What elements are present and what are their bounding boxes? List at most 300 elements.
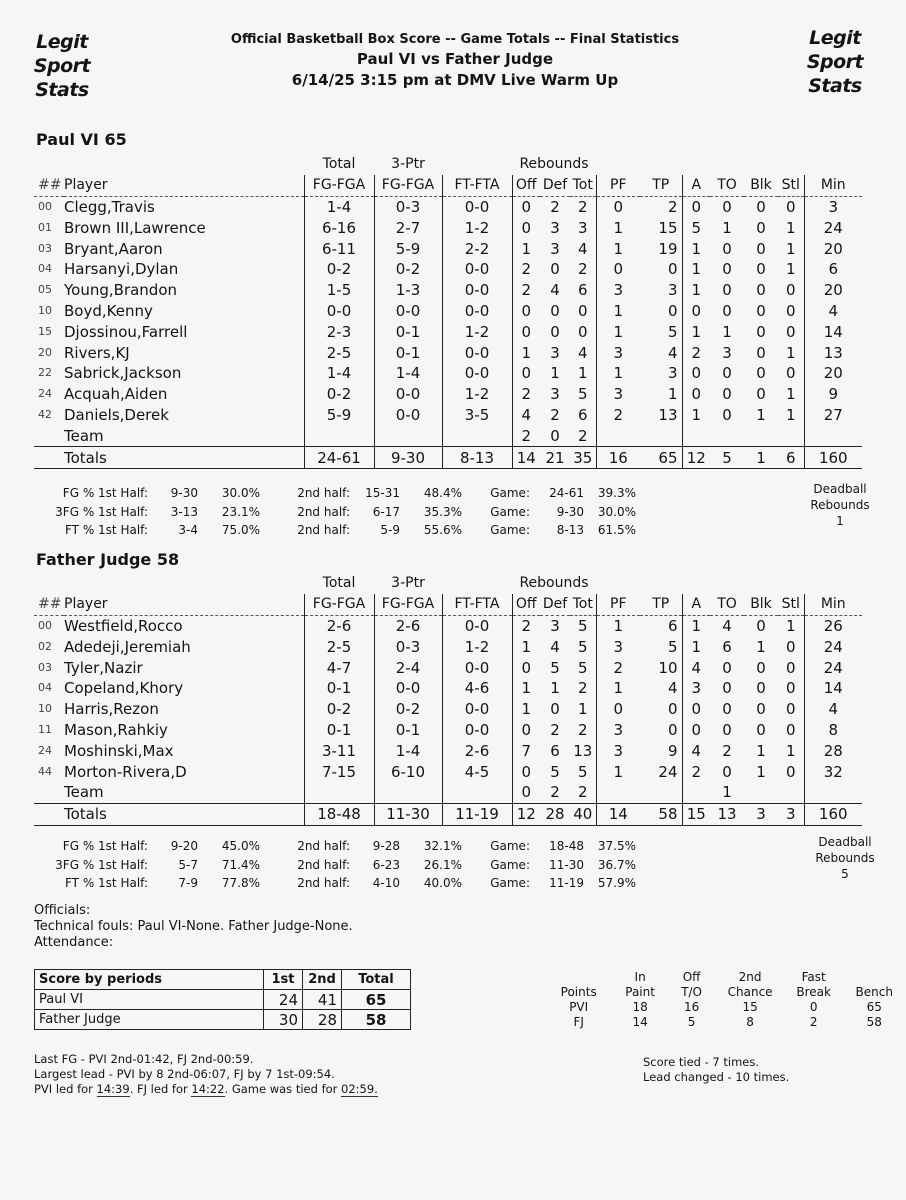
stat-fg: 1-4 xyxy=(304,196,374,217)
header-group-total: Total xyxy=(322,156,356,173)
stat-fg: 4-7 xyxy=(304,657,374,678)
stat-tot: 4 xyxy=(577,343,588,362)
header-spacer xyxy=(34,573,64,594)
shooting-pct-h2p: 32.1% xyxy=(423,839,462,854)
shooting-pct-label: FG % 1st Half: xyxy=(62,486,148,501)
header-group-3ptr: 3-Ptr xyxy=(391,156,425,173)
stat-def: 3 xyxy=(550,385,560,404)
stat-min: 27 xyxy=(804,405,862,426)
sbp-team: Paul VI xyxy=(35,990,264,1010)
stat-min xyxy=(804,425,862,446)
stat-off: 2 xyxy=(512,259,540,280)
stat-pf: 0 xyxy=(596,196,640,217)
player-number: 02 xyxy=(38,639,52,653)
stat-ft: 1-2 xyxy=(442,321,512,342)
deadball-label: Rebounds xyxy=(810,498,870,512)
stat-pf: 0 xyxy=(596,259,640,280)
stat-tp3: 5-9 xyxy=(374,238,442,259)
stat-to: 0 xyxy=(722,658,732,677)
stat-tp: 0 xyxy=(667,260,678,279)
header-spacer xyxy=(744,573,778,594)
shooting-pct-h1p: 71.4% xyxy=(221,857,260,872)
stat-stl: 0 xyxy=(785,637,796,656)
player-row xyxy=(34,615,862,636)
stat-min xyxy=(804,782,862,803)
player-name: Bryant,Aaron xyxy=(64,239,163,258)
stat-tp3: 0-2 xyxy=(374,699,442,720)
logo-word: Legit xyxy=(809,27,861,49)
stat-a: 1 xyxy=(682,636,710,657)
stat-a: 1 xyxy=(682,615,710,636)
stat-blk: 0 xyxy=(756,239,766,258)
totals-def: 21 xyxy=(540,447,570,469)
stat-ft: 2-6 xyxy=(442,740,512,761)
logo-word: Stats xyxy=(35,79,89,101)
time-led-text: PVI led for xyxy=(34,1082,97,1096)
stat-fg: 0-0 xyxy=(304,301,374,322)
totals-label: Totals xyxy=(64,447,304,469)
shooting-pct-h2: 5-9 xyxy=(380,523,400,538)
stat-off: 1 xyxy=(512,238,540,259)
stat-off: 0 xyxy=(512,196,540,217)
stat-def: 1 xyxy=(550,364,560,383)
player-number: 42 xyxy=(38,407,52,421)
column-header-tp3: FG-FGA xyxy=(374,594,442,615)
player-name: Acquah,Aiden xyxy=(64,385,168,404)
points-header: Fast xyxy=(801,970,826,984)
shooting-pct-gp: 36.7% xyxy=(597,857,636,872)
column-header-pf: PF xyxy=(596,175,640,196)
stat-to: 1 xyxy=(722,322,732,341)
totals-blk: 1 xyxy=(744,447,778,469)
score-tied-line: Score tied - 7 times. xyxy=(643,1055,760,1069)
stat-fg: 0-2 xyxy=(304,384,374,405)
column-header-fg: FG-FGA xyxy=(304,594,374,615)
stat-to: 2 xyxy=(722,741,732,760)
player-row xyxy=(34,699,862,720)
stat-stl xyxy=(778,782,804,803)
stat-a: 2 xyxy=(682,342,710,363)
stat-tp3 xyxy=(374,425,442,446)
player-row xyxy=(34,217,862,238)
totals-a: 12 xyxy=(682,447,710,469)
stat-fg: 1-5 xyxy=(304,280,374,301)
stat-blk: 0 xyxy=(756,720,766,739)
stat-fg: 1-4 xyxy=(304,363,374,384)
shooting-pct-h2: 4-10 xyxy=(372,876,400,891)
points-header: Off xyxy=(682,970,701,984)
stat-stl: 1 xyxy=(785,405,796,424)
column-header-off: Off xyxy=(512,594,540,615)
stat-tp: 4 xyxy=(667,679,678,698)
stat-min: 24 xyxy=(804,657,862,678)
shooting-pct-gl: Game: xyxy=(490,523,530,538)
header-spacer xyxy=(34,154,64,175)
shooting-pct-h2l: 2nd half: xyxy=(297,839,350,854)
stat-off: 0 xyxy=(512,761,540,782)
player-name: Tyler,Nazir xyxy=(64,658,143,677)
player-number: 03 xyxy=(38,241,52,255)
totals-tp3: 11-30 xyxy=(374,803,442,825)
stat-a: 1 xyxy=(682,280,710,301)
stat-stl: 0 xyxy=(785,700,796,719)
totals-label: Totals xyxy=(64,803,304,825)
shooting-pct-g: 24-61 xyxy=(549,486,584,501)
stat-fg xyxy=(304,425,374,446)
totals-tot: 35 xyxy=(570,447,596,469)
deadball-value: 1 xyxy=(836,514,844,528)
stat-pf: 1 xyxy=(596,321,640,342)
header-group-rebounds: Rebounds xyxy=(519,575,589,592)
player-row xyxy=(34,678,862,699)
stat-tp3: 0-2 xyxy=(374,259,442,280)
stat-tot: 4 xyxy=(577,239,588,258)
stat-off: 1 xyxy=(512,699,540,720)
stat-a: 2 xyxy=(682,761,710,782)
team1-pct-table xyxy=(36,483,638,541)
stat-def: 2 xyxy=(550,405,560,424)
shooting-pct-h2l: 2nd half: xyxy=(297,857,350,872)
stat-to: 0 xyxy=(722,720,732,739)
stat-tot: 5 xyxy=(577,762,588,781)
stat-fg: 0-2 xyxy=(304,259,374,280)
stat-tot: 5 xyxy=(577,658,588,677)
stat-off: 0 xyxy=(512,321,540,342)
points-header: Break xyxy=(796,985,831,999)
shooting-pct-h1: 9-20 xyxy=(170,839,198,854)
player-row xyxy=(34,238,862,259)
stat-min: 20 xyxy=(804,238,862,259)
shooting-pct-h1p: 75.0% xyxy=(221,523,260,538)
player-row xyxy=(34,363,862,384)
stat-tp: 0 xyxy=(667,700,678,719)
player-number xyxy=(34,782,64,803)
stat-tp3: 0-0 xyxy=(374,301,442,322)
time-led-text: . Game was tied for xyxy=(224,1082,342,1096)
shooting-pct-h1: 3-4 xyxy=(178,523,198,538)
stat-stl: 0 xyxy=(785,281,796,300)
stat-pf: 3 xyxy=(596,342,640,363)
player-name: Rivers,KJ xyxy=(64,343,130,362)
stat-min: 4 xyxy=(804,699,862,720)
shooting-pct-h2p: 48.4% xyxy=(423,486,462,501)
totals-row xyxy=(34,447,862,469)
technical-fouls-line: Technical fouls: Paul VI-None. Father Judge-None. xyxy=(34,919,353,934)
stat-a: 0 xyxy=(682,196,710,217)
stat-tot: 1 xyxy=(577,700,588,719)
column-header-pf: PF xyxy=(596,594,640,615)
sbp-header: Total xyxy=(342,970,411,990)
column-header-tp3: FG-FGA xyxy=(374,175,442,196)
header-line2: Paul VI vs Father Judge xyxy=(356,50,554,68)
stat-tp3 xyxy=(374,782,442,803)
points-value: 18 xyxy=(632,1000,648,1014)
stat-def: 2 xyxy=(550,783,560,802)
column-header-def: Def xyxy=(540,594,570,615)
player-row xyxy=(34,342,862,363)
stat-to: 0 xyxy=(722,197,732,216)
stat-stl: 1 xyxy=(785,343,796,362)
shooting-pct-label: 3FG % 1st Half: xyxy=(55,857,148,872)
points-header-row xyxy=(545,985,906,1000)
stat-pf: 3 xyxy=(596,636,640,657)
logo-left xyxy=(22,30,102,102)
stat-ft xyxy=(442,782,512,803)
time-led-line xyxy=(34,1082,378,1097)
stat-pf: 3 xyxy=(596,384,640,405)
stat-to: 1 xyxy=(722,218,732,237)
stat-def: 0 xyxy=(550,301,560,320)
player-name: Young,Brandon xyxy=(64,281,178,300)
stat-fg: 5-9 xyxy=(304,405,374,426)
shooting-pct-label: FT % 1st Half: xyxy=(64,523,148,538)
stat-min: 14 xyxy=(804,678,862,699)
sbp-header: Score by periods xyxy=(35,970,264,990)
stat-off: 0 xyxy=(512,363,540,384)
totals-a: 15 xyxy=(682,803,710,825)
player-number: 44 xyxy=(38,764,52,778)
header-spacer xyxy=(710,573,744,594)
column-header-min: Min xyxy=(804,594,862,615)
stat-a: 1 xyxy=(682,259,710,280)
column-header-stl: Stl xyxy=(778,594,804,615)
stat-to: 1 xyxy=(722,783,732,802)
player-name: Morton-Rivera,D xyxy=(64,762,187,781)
stat-stl xyxy=(778,425,804,446)
player-number: 04 xyxy=(38,262,52,276)
stat-pf: 3 xyxy=(596,280,640,301)
sbp-total-score: 65 xyxy=(342,990,411,1010)
shooting-pct-h2l: 2nd half: xyxy=(297,504,350,519)
player-number: 01 xyxy=(38,220,52,234)
player-number: 03 xyxy=(38,660,52,674)
totals-min: 160 xyxy=(804,447,862,469)
stat-pf: 1 xyxy=(596,363,640,384)
time-led-value: 14:39 xyxy=(96,1082,130,1096)
sbp-period-score: 28 xyxy=(303,1010,342,1030)
stat-ft: 0-0 xyxy=(442,196,512,217)
shooting-pct-label: FT % 1st Half: xyxy=(64,876,148,891)
shooting-pct-h1p: 45.0% xyxy=(221,839,260,854)
column-header-tot: Tot xyxy=(570,175,596,196)
deadball-label: Deadball xyxy=(813,482,867,496)
totals-row xyxy=(34,803,862,825)
shooting-pct-row xyxy=(38,838,636,855)
player-number: 05 xyxy=(38,283,52,297)
stat-def: 6 xyxy=(550,741,560,760)
column-header-blk: Blk xyxy=(744,594,778,615)
shooting-pct-h2p: 40.0% xyxy=(423,876,462,891)
header-group-3ptr: 3-Ptr xyxy=(391,575,425,592)
player-number: 04 xyxy=(38,681,52,695)
officials-line: Officials: xyxy=(34,903,91,918)
points-breakdown-table xyxy=(545,970,906,1030)
shooting-pct-gp: 57.9% xyxy=(597,876,636,891)
column-header-stl: Stl xyxy=(778,175,804,196)
shooting-pct-g: 9-30 xyxy=(556,504,584,519)
stat-fg: 0-1 xyxy=(304,678,374,699)
shooting-pct-g: 11-19 xyxy=(549,876,584,891)
shooting-pct-h2l: 2nd half: xyxy=(297,876,350,891)
stat-stl: 1 xyxy=(785,260,796,279)
stat-tot: 2 xyxy=(577,426,588,445)
stat-stl: 0 xyxy=(785,762,796,781)
stat-blk xyxy=(744,425,778,446)
totals-fg: 24-61 xyxy=(304,447,374,469)
column-header-min: Min xyxy=(804,175,862,196)
totals-tp3: 9-30 xyxy=(374,447,442,469)
shooting-pct-row xyxy=(38,504,636,521)
stat-pf xyxy=(596,782,640,803)
player-number: 24 xyxy=(38,743,52,757)
shooting-pct-label: FG % 1st Half: xyxy=(62,839,148,854)
time-led-value: 02:59 xyxy=(341,1082,375,1096)
stat-min: 14 xyxy=(804,321,862,342)
stat-to: 0 xyxy=(722,281,732,300)
stat-stl: 0 xyxy=(785,197,796,216)
totals-blk: 3 xyxy=(744,803,778,825)
logo-word: Stats xyxy=(808,75,862,97)
logo-right xyxy=(795,26,875,98)
stat-ft: 0-0 xyxy=(442,280,512,301)
stat-tp: 5 xyxy=(667,637,678,656)
column-header-ft: FT-FTA xyxy=(442,175,512,196)
team2-deadball xyxy=(800,834,890,882)
stat-pf: 3 xyxy=(596,740,640,761)
deadball-label: Deadball xyxy=(818,835,872,849)
stat-to: 6 xyxy=(722,637,732,656)
player-row xyxy=(34,280,862,301)
stat-to: 0 xyxy=(722,405,732,424)
stat-tot: 2 xyxy=(577,679,588,698)
column-header-to: TO xyxy=(710,175,744,196)
column-header-tp: TP xyxy=(640,594,682,615)
stat-ft: 3-5 xyxy=(442,405,512,426)
shooting-pct-h2: 6-23 xyxy=(372,857,400,872)
totals-def: 28 xyxy=(540,803,570,825)
stat-ft: 0-0 xyxy=(442,342,512,363)
team1-box-table xyxy=(34,154,862,469)
stat-tp: 2 xyxy=(667,197,678,216)
points-value: 14 xyxy=(632,1015,648,1029)
stat-pf: 1 xyxy=(596,761,640,782)
header-spacer xyxy=(804,573,862,594)
header-spacer xyxy=(596,573,640,594)
header-line3: 6/14/25 3:15 pm at DMV Live Warm Up xyxy=(291,71,619,89)
shooting-pct-label: 3FG % 1st Half: xyxy=(55,504,148,519)
stat-to: 0 xyxy=(722,301,732,320)
stat-def: 3 xyxy=(550,218,560,237)
column-header-ft: FT-FTA xyxy=(442,594,512,615)
stat-tot: 5 xyxy=(577,637,588,656)
shooting-pct-h2l: 2nd half: xyxy=(297,486,350,501)
stat-to xyxy=(710,425,744,446)
stat-tp: 19 xyxy=(658,239,678,258)
stat-def: 3 xyxy=(550,239,560,258)
stat-tot: 1 xyxy=(577,364,588,383)
stat-tot: 2 xyxy=(577,197,588,216)
stat-to: 3 xyxy=(722,343,732,362)
shooting-pct-h2l: 2nd half: xyxy=(297,523,350,538)
stat-a: 3 xyxy=(682,678,710,699)
header-spacer xyxy=(778,573,804,594)
stat-a: 0 xyxy=(682,699,710,720)
stat-ft xyxy=(442,425,512,446)
stat-tp3: 2-7 xyxy=(374,217,442,238)
header-group-rebounds: Rebounds xyxy=(519,156,589,173)
points-row xyxy=(545,1000,906,1015)
header-spacer xyxy=(744,154,778,175)
player-name: Brown III,Lawrence xyxy=(64,218,206,237)
stat-tp3: 0-0 xyxy=(374,384,442,405)
sbp-period-score: 30 xyxy=(264,1010,303,1030)
team2-pct-table xyxy=(36,836,638,894)
points-value: 15 xyxy=(742,1000,758,1014)
shooting-pct-h1: 5-7 xyxy=(178,857,198,872)
stat-tp3: 0-1 xyxy=(374,342,442,363)
stat-stl: 1 xyxy=(785,385,796,404)
stat-stl: 0 xyxy=(785,322,796,341)
shooting-pct-g: 18-48 xyxy=(549,839,584,854)
stat-stl: 0 xyxy=(785,720,796,739)
points-header xyxy=(842,970,906,985)
totals-ft: 8-13 xyxy=(442,447,512,469)
stat-tp3: 0-0 xyxy=(374,678,442,699)
player-name: Harris,Rezon xyxy=(64,700,159,719)
shooting-pct-g: 8-13 xyxy=(556,523,584,538)
stat-ft: 0-0 xyxy=(442,259,512,280)
stat-def: 4 xyxy=(550,637,560,656)
stat-to: 0 xyxy=(722,239,732,258)
shooting-pct-h1: 9-30 xyxy=(170,486,198,501)
column-header-number: ## xyxy=(34,594,64,615)
last-fg-line: Last FG - PVI 2nd-01:42, FJ 2nd-00:59. xyxy=(34,1052,254,1066)
shooting-pct-gl: Game: xyxy=(490,839,530,854)
stat-tot: 3 xyxy=(577,218,588,237)
stat-tp: 0 xyxy=(667,301,678,320)
totals-spacer xyxy=(34,447,64,469)
stat-stl: 0 xyxy=(785,301,796,320)
stat-stl: 0 xyxy=(785,658,796,677)
stat-pf: 1 xyxy=(596,301,640,322)
stat-tp3: 1-3 xyxy=(374,280,442,301)
totals-tot: 40 xyxy=(570,803,596,825)
stat-pf: 1 xyxy=(596,238,640,259)
stat-tp: 9 xyxy=(667,741,678,760)
points-header: In xyxy=(634,970,646,984)
player-name: Daniels,Derek xyxy=(64,405,169,424)
shooting-pct-gl: Game: xyxy=(490,504,530,519)
player-row xyxy=(34,720,862,741)
stat-to: 4 xyxy=(722,616,732,635)
stat-blk: 0 xyxy=(756,281,766,300)
header-spacer xyxy=(64,573,304,594)
stat-a: 0 xyxy=(682,720,710,741)
header-spacer xyxy=(640,154,682,175)
stat-off: 0 xyxy=(512,657,540,678)
player-name: Copeland,Khory xyxy=(64,679,184,698)
stat-tp3: 1-4 xyxy=(374,363,442,384)
sbp-period-score: 24 xyxy=(264,990,303,1010)
stat-to: 0 xyxy=(722,679,732,698)
stat-blk: 0 xyxy=(756,364,766,383)
header-spacer xyxy=(682,573,710,594)
stat-tp3: 2-4 xyxy=(374,657,442,678)
player-name: Team xyxy=(64,783,104,802)
largest-lead-line: Largest lead - PVI by 8 2nd-06:07, FJ by 7 1st-09:54. xyxy=(34,1067,335,1081)
shooting-pct-gl: Game: xyxy=(490,486,530,501)
stat-tot: 5 xyxy=(577,616,588,635)
